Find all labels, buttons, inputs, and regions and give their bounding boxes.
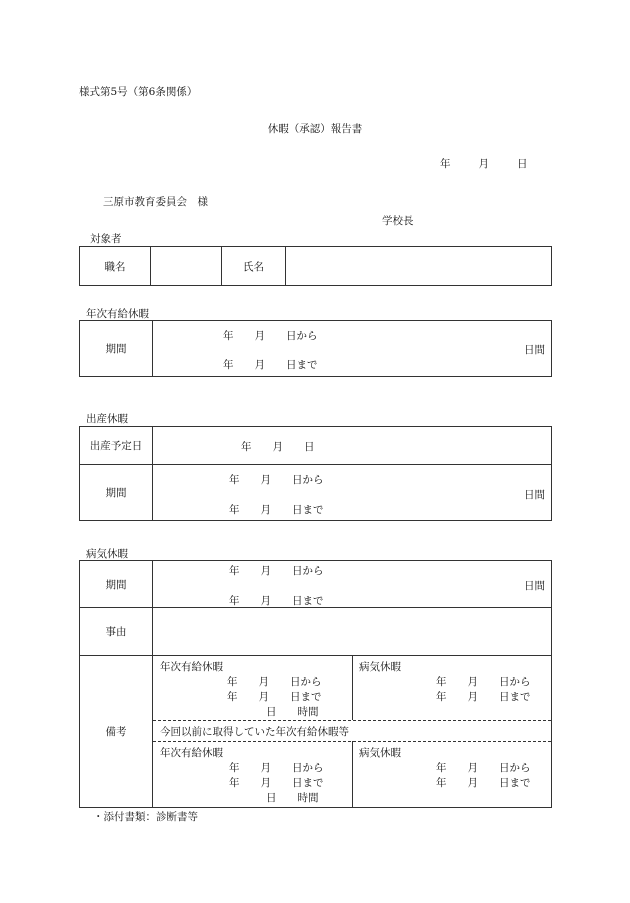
date-month-label: 月	[478, 158, 489, 170]
previous-annual-from: 年 月 日から	[229, 762, 324, 774]
current-annual-from: 年 月 日から	[227, 676, 322, 688]
principal-label: 学校長	[382, 215, 414, 227]
sick-section-label: 病気休暇	[86, 548, 128, 560]
current-annual-to: 年 月 日まで	[227, 691, 322, 703]
maternity-table	[79, 426, 552, 521]
reason-field[interactable]	[153, 608, 552, 656]
sick-leave-table	[79, 560, 552, 808]
current-sick-from: 年 月 日から	[436, 676, 531, 688]
previous-sick-from: 年 月 日から	[436, 762, 531, 774]
previous-annual-total: 日 時間	[266, 792, 319, 804]
position-field[interactable]	[151, 247, 222, 286]
previous-annual-label: 年次有給休暇	[160, 747, 223, 759]
previous-annual-to: 年 月 日まで	[229, 777, 324, 789]
date-year-label: 年	[440, 158, 451, 170]
subject-table	[79, 246, 552, 286]
sick-from-text: 年 月 日から	[229, 565, 324, 577]
annual-leave-table	[79, 320, 552, 377]
page-title: 休暇（承認）報告書	[267, 123, 363, 135]
annual-period-field[interactable]	[153, 321, 552, 377]
form-number: 様式第5号（第6条関係）	[79, 86, 198, 98]
reason-label: 事由	[80, 608, 153, 656]
subject-section-label: 対象者	[90, 233, 122, 245]
remarks-dashed-line-1	[153, 720, 551, 721]
attachments-note: ・添付書類：診断書等	[93, 811, 198, 823]
remarks-dashed-line-2	[153, 741, 551, 742]
previous-sick-to: 年 月 日まで	[436, 777, 531, 789]
sick-days-label: 日間	[524, 580, 545, 592]
due-date-text: 年 月 日	[241, 441, 315, 453]
name-label: 氏名	[222, 247, 286, 286]
report-date	[440, 156, 528, 171]
previous-leave-label: 今回以前に取得していた年次有給休暇等	[160, 726, 349, 738]
maternity-section-label: 出産休暇	[86, 413, 128, 425]
annual-to-text: 年 月 日まで	[223, 359, 318, 371]
maternity-period-label: 期間	[80, 465, 153, 521]
current-annual-label: 年次有給休暇	[160, 661, 223, 673]
current-sick-label: 病気休暇	[359, 661, 401, 673]
current-annual-total: 日 時間	[266, 706, 319, 718]
date-day-label: 日	[517, 158, 528, 170]
annual-period-label: 期間	[80, 321, 153, 377]
name-field[interactable]	[286, 247, 552, 286]
sick-period-label: 期間	[80, 561, 153, 608]
sick-to-text: 年 月 日まで	[229, 595, 324, 607]
remarks-field[interactable]	[153, 656, 552, 808]
position-label: 職名	[80, 247, 151, 286]
maternity-to-text: 年 月 日まで	[229, 504, 324, 516]
annual-days-label: 日間	[524, 344, 545, 356]
maternity-from-text: 年 月 日から	[229, 474, 324, 486]
due-date-field[interactable]	[153, 427, 552, 465]
annual-from-text: 年 月 日から	[223, 330, 318, 342]
addressee: 三原市教育委員会 様	[103, 196, 208, 208]
due-date-label: 出産予定日	[80, 427, 153, 465]
sick-period-field[interactable]	[153, 561, 552, 608]
remarks-label: 備考	[80, 656, 153, 808]
current-sick-to: 年 月 日まで	[436, 691, 531, 703]
previous-sick-label: 病気休暇	[359, 747, 401, 759]
remarks-divider-bottom	[352, 741, 353, 807]
maternity-days-label: 日間	[524, 489, 545, 501]
remarks-divider-top	[352, 656, 353, 720]
annual-leave-section-label: 年次有給休暇	[86, 308, 149, 320]
maternity-period-field[interactable]	[153, 465, 552, 521]
